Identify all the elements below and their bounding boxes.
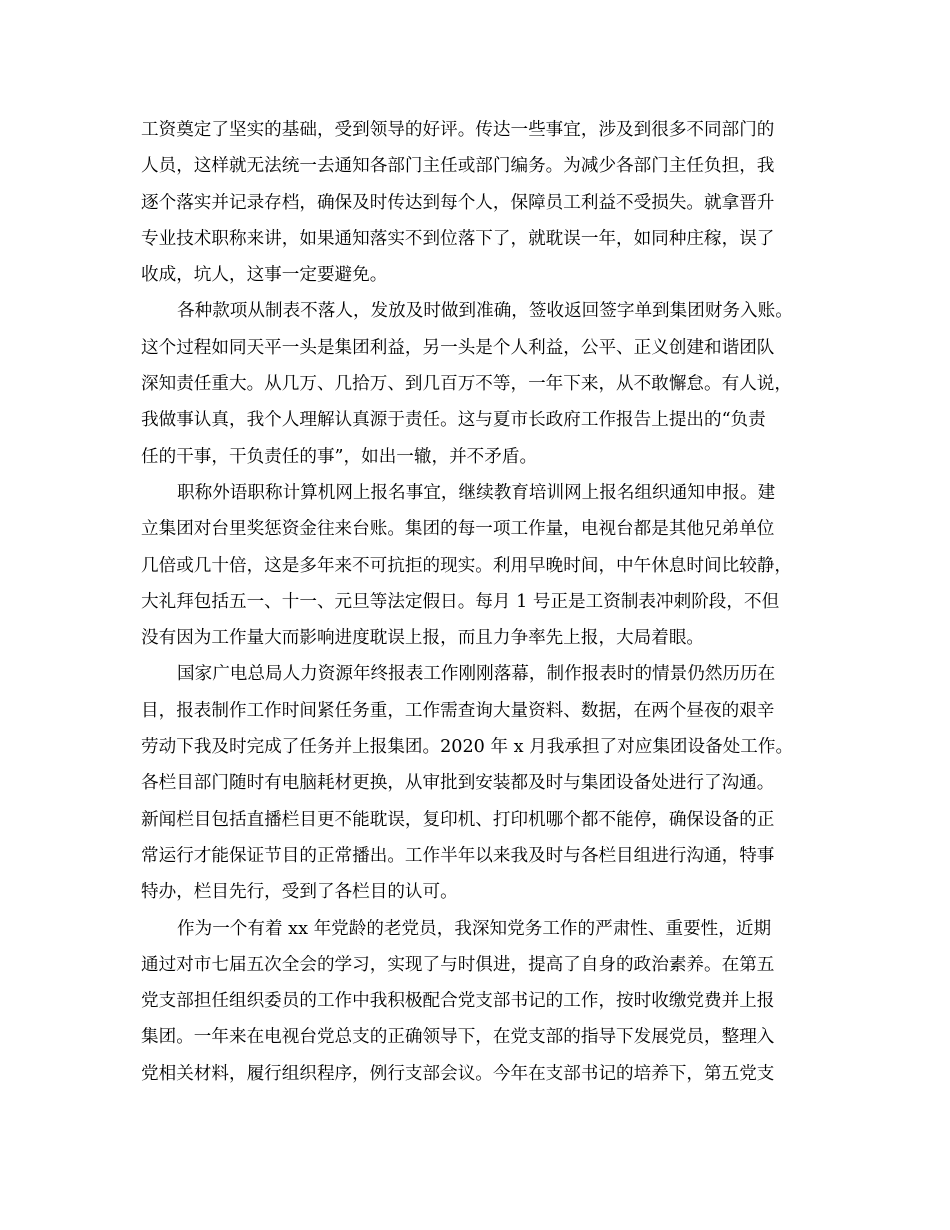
paragraph-first-line: 作为一个有着 xx 年党龄的老党员，我深知党务工作的严肃性、重要性，近期 bbox=[177, 918, 772, 939]
text-line: 大礼拜包括五一、十一、元旦等法定假日。每月 1 号正是工资制表冲刺阶段，不但 bbox=[141, 591, 780, 612]
text-line: 目，报表制作工作时间紧任务重，工作需查询大量资料、数据，在两个昼夜的艰辛 bbox=[141, 700, 775, 721]
paragraph-first-line: 国家广电总局人力资源年终报表工作刚刚落幕，制作报表时的情景仍然历历在 bbox=[177, 664, 776, 685]
text-line: 收成，坑人，这事一定要避免。 bbox=[141, 265, 388, 286]
text-line: 我做事认真，我个人理解认真源于责任。这与夏市长政府工作报告上提出的“负责 bbox=[141, 410, 766, 431]
text-line: 常运行才能保证节目的正常播出。工作半年以来我及时与各栏目组进行沟通，特事 bbox=[141, 845, 775, 866]
text-line: 党支部担任组织委员的工作中我积极配合党支部书记的工作，按时收缴党费并上报 bbox=[141, 991, 775, 1012]
text-line: 特办，栏目先行，受到了各栏目的认可。 bbox=[141, 882, 458, 903]
text-line: 各栏目部门随时有电脑耗材更换，从审批到安装都及时与集团设备处进行了沟通。 bbox=[141, 773, 775, 794]
text-line: 这个过程如同天平一头是集团利益，另一头是个人利益，公平、正义创建和谐团队 bbox=[141, 337, 775, 358]
text-line: 专业技术职称来讲，如果通知落实不到位落下了，就耽误一年，如同种庄稼，误了 bbox=[141, 228, 775, 249]
text-line: 新闻栏目包括直播栏目更不能耽误，复印机、打印机哪个都不能停，确保设备的正 bbox=[141, 809, 775, 830]
paragraph-first-line: 各种款项从制表不落人，发放及时做到准确，签收返回签字单到集团财务入账。 bbox=[177, 301, 793, 322]
text-line: 深知责任重大。从几万、几拾万、到几百万不等，一年下来，从不敢懈怠。有人说， bbox=[141, 374, 792, 395]
text-line: 没有因为工作量大而影响进度耽误上报，而且力争率先上报，大局着眼。 bbox=[141, 628, 705, 649]
text-line: 劳动下我及时完成了任务并上报集团。2020 年 x 月我承担了对应集团设备处工作。 bbox=[141, 737, 794, 758]
text-line: 通过对市七届五次全会的学习，实现了与时俱进，提高了自身的政治素养。在第五 bbox=[141, 954, 775, 975]
paragraph-first-line: 职称外语职称计算机网上报名事宜，继续教育培训网上报名组织通知申报。建 bbox=[177, 482, 776, 503]
text-line: 工资奠定了坚实的基础，受到领导的好评。传达一些事宜，涉及到很多不同部门的 bbox=[141, 120, 775, 140]
text-line: 任的干事，干负责任的事”，如出一辙，并不矛盾。 bbox=[141, 446, 538, 467]
document-body bbox=[141, 112, 821, 1092]
text-line: 人员，这样就无法统一去通知各部门主任或部门编务。为减少各部门主任负担，我 bbox=[141, 156, 775, 177]
text-line: 逐个落实并记录存档，确保及时传达到每个人，保障员工利益不受损失。就拿晋升 bbox=[141, 192, 775, 213]
text-line: 立集团对台里奖惩资金往来台账。集团的每一项工作量，电视台都是其他兄弟单位 bbox=[141, 519, 775, 540]
text-line: 党相关材料，履行组织程序，例行支部会议。今年在支部书记的培养下，第五党支 bbox=[141, 1063, 775, 1084]
text-line: 集团。一年来在电视台党总支的正确领导下，在党支部的指导下发展党员，整理入 bbox=[141, 1027, 775, 1048]
text-line: 几倍或几十倍，这是多年来不可抗拒的现实。利用早晚时间，中午休息时间比较静， bbox=[141, 555, 792, 576]
